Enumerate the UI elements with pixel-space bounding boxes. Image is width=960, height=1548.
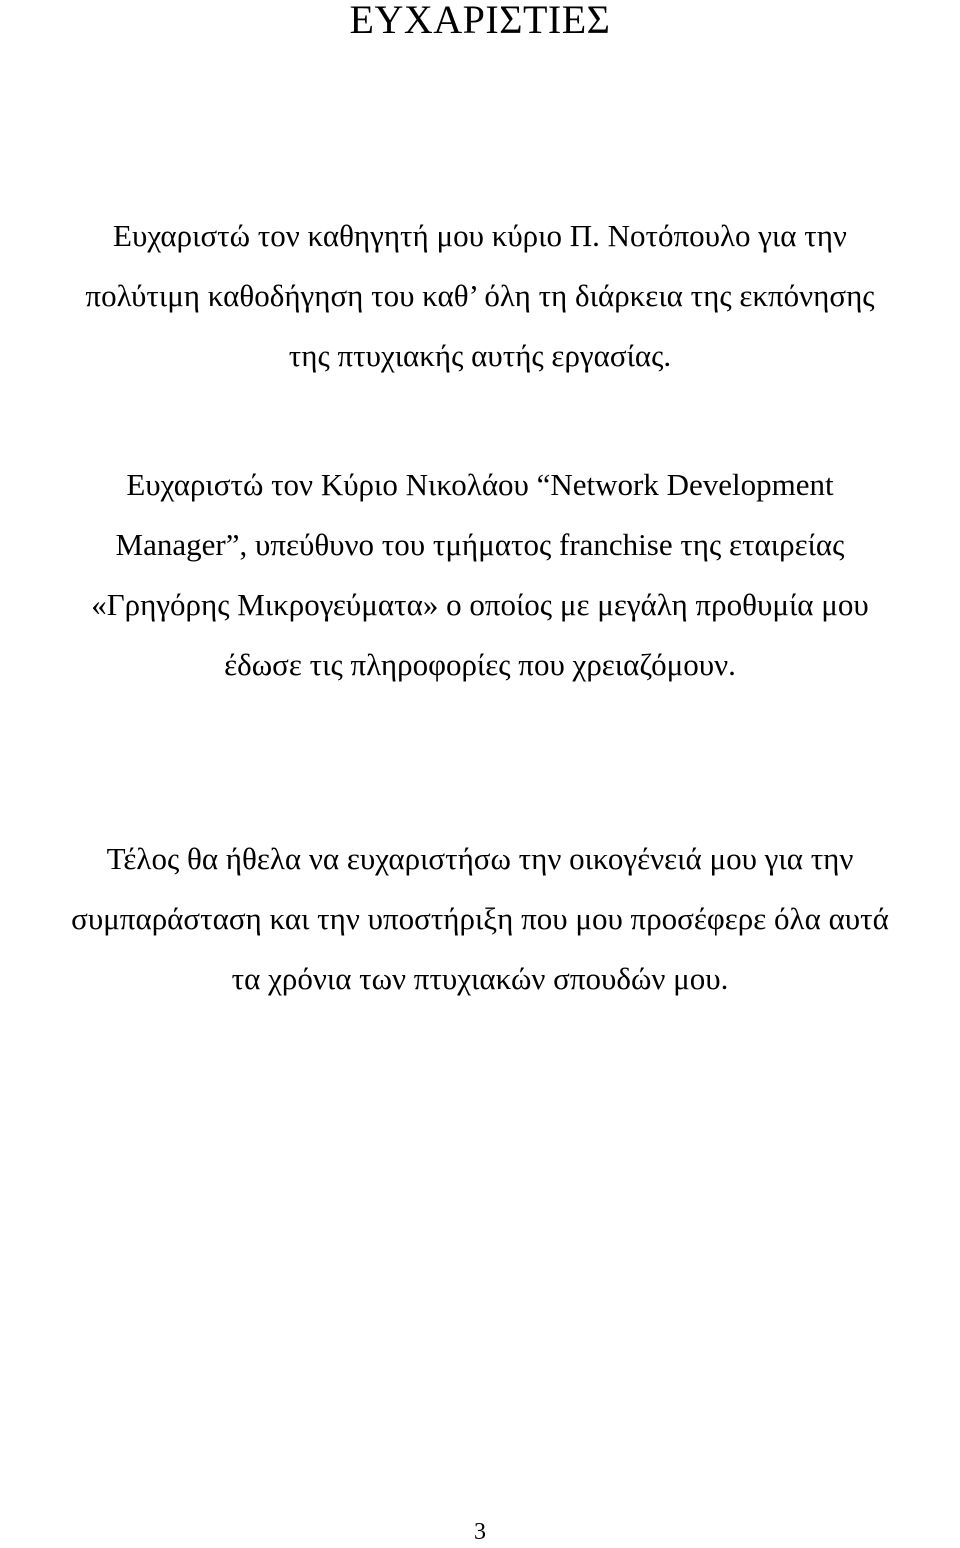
text-line: της πτυχιακής αυτής εργασίας. — [288, 338, 672, 373]
text-line: Τέλος θα ήθελα να ευχαριστήσω την οικογένειά μου για την — [106, 841, 854, 876]
text-line: τα χρόνια των πτυχιακών σπουδών μου. — [231, 961, 729, 996]
text-line: «Γρηγόρης Μικρογεύματα» ο οποίος με μεγάλη προθυμία μου — [91, 587, 869, 622]
text-line: Ευχαριστώ τον καθηγητή μου κύριο Π. Νοτόπουλο για την — [113, 218, 847, 253]
text-line: πολύτιμη καθοδήγηση του καθ’ όλη τη διάρκεια της εκπόνησης — [85, 278, 875, 313]
acknowledgement-paragraph-company — [0, 455, 960, 695]
page-title: ΕΥΧΑΡΙΣΤΙΕΣ — [349, 0, 611, 42]
text-line: συμπαράσταση και την υποστήριξη που μου προσέφερε όλα αυτά — [71, 901, 889, 936]
text-line: έδωσε τις πληροφορίες που χρειαζόμουν. — [224, 647, 736, 682]
page-number: 3 — [474, 1519, 486, 1545]
text-line: Manager”, υπεύθυνο του τμήματος franchise της εταιρείας — [115, 527, 845, 562]
text-line: Ευχαριστώ τον Κύριο Νικολάου “Network Development — [126, 467, 834, 502]
acknowledgement-paragraph-family — [0, 829, 960, 1009]
acknowledgement-paragraph-supervisor — [0, 206, 960, 386]
